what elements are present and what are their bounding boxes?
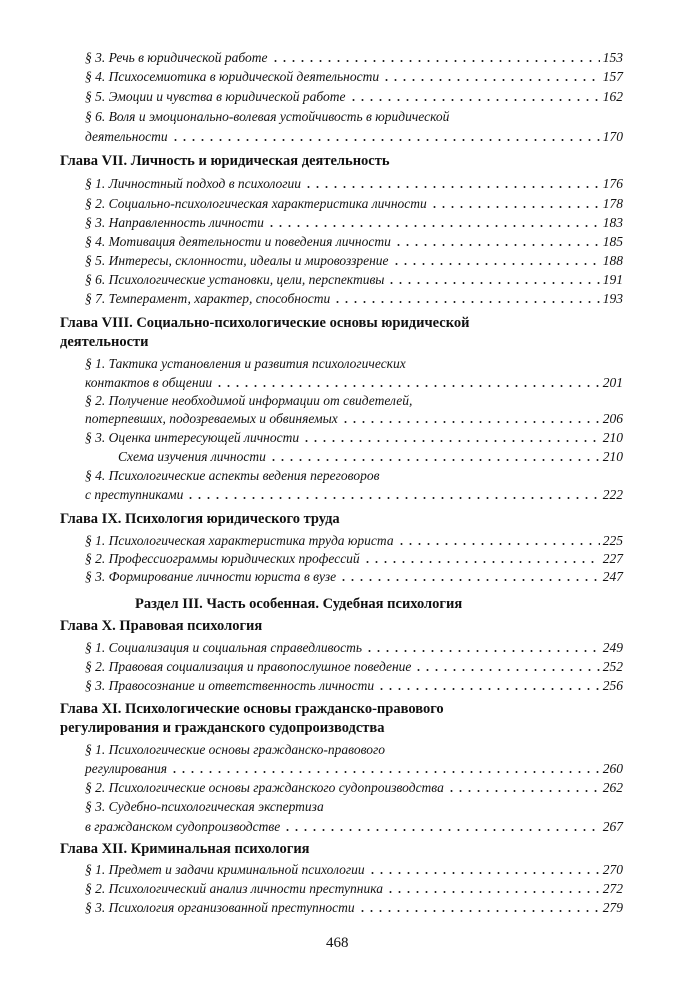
leader-dots [171, 138, 600, 142]
toc-entry-title: § 6. Психологические установки, цели, перспективы [85, 272, 385, 287]
toc-entry [0, 290, 623, 308]
toc-entry [0, 252, 623, 270]
toc-entry-title-line2: регулирования [85, 761, 168, 776]
toc-entry-title: § 4. Психосемиотика в юридической деятельности [85, 69, 380, 84]
toc-entry-title: § 1. Социализация и социальная справедливость [85, 640, 362, 655]
leader-dots [394, 243, 600, 247]
toc-entry-page: 222 [602, 487, 623, 502]
leader-dots [368, 871, 600, 875]
toc-entry [0, 88, 623, 106]
leader-dots [215, 384, 600, 388]
toc-entry-title-line2: с преступниками [85, 487, 184, 502]
leader-dots [349, 98, 600, 102]
section-heading: Раздел III. Часть особенная. Судебная психология [135, 596, 463, 612]
leader-dots [170, 770, 600, 774]
toc-entry [0, 818, 623, 836]
chapter-heading: Глава IX. Психология юридического труда [60, 511, 340, 527]
toc-entry-title: § 3. Направленность личности [85, 215, 264, 230]
leader-dots [377, 687, 600, 691]
toc-entry [0, 195, 623, 213]
toc-entry [0, 429, 623, 447]
toc-entry-title: § 7. Темперамент, характер, способности [85, 291, 331, 306]
leader-dots [339, 578, 600, 582]
toc-entry-title-line1: § 4. Психологические аспекты ведения переговоров [85, 468, 380, 483]
toc-entry-page: 272 [602, 881, 623, 896]
toc-entry [0, 410, 623, 428]
toc-entry [0, 677, 623, 695]
toc-entry-title: § 2. Правовая социализация и правопослушное поведение [85, 659, 412, 674]
toc-entry-page: 252 [602, 659, 623, 674]
leader-dots [414, 668, 599, 672]
chapter-heading-line2: деятельности [60, 334, 149, 350]
chapter-heading-line1: Глава VIII. Социально-психологические основы юридической [60, 315, 470, 331]
leader-dots [447, 789, 600, 793]
leader-dots [430, 205, 600, 209]
toc-entry-title: § 3. Психология организованной преступности [85, 900, 355, 915]
toc-entry-page: 225 [602, 533, 623, 548]
toc-entry-title: § 3. Оценка интересующей личности [85, 430, 300, 445]
leader-dots [283, 828, 600, 832]
toc-entry-page: 260 [602, 761, 623, 776]
toc-entry-title-line2: в гражданском судопроизводстве [85, 819, 281, 834]
toc-entry [0, 233, 623, 251]
toc-entry-page: 185 [602, 234, 623, 249]
toc-entry-page: 191 [602, 272, 623, 287]
toc-entry-page: 176 [602, 176, 623, 191]
leader-dots [386, 890, 600, 894]
toc-entry-title: § 2. Социально-психологическая характеристика личности [85, 196, 427, 211]
toc-entry-page: 183 [602, 215, 623, 230]
toc-entry [0, 448, 623, 466]
toc-entry [0, 639, 623, 657]
toc-entry-page: 247 [602, 569, 623, 584]
toc-entry [0, 271, 623, 289]
toc-entry-page: 256 [602, 678, 623, 693]
toc-entry-title: Схема изучения личности [118, 449, 266, 464]
toc-entry-page: 249 [602, 640, 623, 655]
leader-dots [341, 420, 600, 424]
toc-entry [0, 49, 623, 67]
leader-dots [267, 224, 600, 228]
toc-entry-title-line2: потерпевших, подозреваемых и обвиняемых [85, 411, 338, 426]
leader-dots [363, 560, 600, 564]
toc-entry-page: 170 [602, 129, 623, 144]
leader-dots [392, 262, 600, 266]
toc-entry-page: 162 [602, 89, 623, 104]
leader-dots [186, 496, 599, 500]
toc-entry-title: § 5. Эмоции и чувства в юридической работе [85, 89, 346, 104]
toc-entry-title: § 1. Психологическая характеристика труда юриста [85, 533, 394, 548]
toc-entry [0, 532, 623, 550]
toc-entry [0, 658, 623, 676]
chapter-heading: Глава VII. Личность и юридическая деятельность [60, 153, 390, 169]
toc-entry-title: § 5. Интересы, склонности, идеалы и мировоззрение [85, 253, 389, 268]
toc-entry-page: 210 [602, 430, 623, 445]
toc-entry-title: § 2. Психологический анализ личности преступника [85, 881, 383, 896]
toc-entry [0, 128, 623, 146]
chapter-heading-line2: регулирования и гражданского судопроизводства [60, 720, 385, 736]
page-number: 468 [326, 935, 349, 951]
leader-dots [382, 78, 600, 82]
toc-entry [0, 760, 623, 778]
chapter-heading: Глава X. Правовая психология [60, 618, 263, 634]
toc-entry-page: 210 [602, 449, 623, 464]
toc-entry-title: § 2. Психологические основы гражданского судопроизводства [85, 780, 444, 795]
toc-entry [0, 779, 623, 797]
leader-dots [397, 542, 600, 546]
leader-dots [302, 439, 600, 443]
toc-entry-title: § 1. Личностный подход в психологии [85, 176, 302, 191]
toc-entry-page: 201 [602, 375, 623, 390]
toc-entry-page: 267 [602, 819, 623, 834]
chapter-heading-line1: Глава XI. Психологические основы гражданско-правового [60, 701, 444, 717]
toc-entry [0, 214, 623, 232]
toc-entry-title: § 3. Речь в юридической работе [85, 50, 268, 65]
toc-entry [0, 880, 623, 898]
leader-dots [269, 458, 600, 462]
toc-entry-title: § 3. Правосознание и ответственность личности [85, 678, 375, 693]
toc-entry-page: 206 [602, 411, 623, 426]
chapter-heading: Глава XII. Криминальная психология [60, 841, 310, 857]
toc-entry-title-line1: § 6. Воля и эмоционально-волевая устойчивость в юридической [85, 109, 450, 124]
toc-entry [0, 899, 623, 917]
toc-entry-title-line1: § 3. Судебно-психологическая экспертиза [85, 799, 324, 814]
toc-entry-page: 270 [602, 862, 623, 877]
toc-entry-title-line2: контактов в общении [85, 375, 213, 390]
toc-entry [0, 486, 623, 504]
leader-dots [387, 281, 599, 285]
toc-entry-title: § 1. Предмет и задачи криминальной психологии [85, 862, 365, 877]
toc-entry-page: 188 [602, 253, 623, 268]
toc-entry-page: 262 [602, 780, 623, 795]
toc-entry-title: § 3. Формирование личности юриста в вузе [85, 569, 337, 584]
toc-entry [0, 550, 623, 568]
toc-entry-title-line2: деятельности [85, 129, 168, 144]
toc-entry-page: 157 [602, 69, 623, 84]
toc-entry-title-line1: § 1. Психологические основы гражданско-правового [85, 742, 386, 757]
toc-entry-page: 279 [602, 900, 623, 915]
toc-entry-title-line1: § 1. Тактика установления и развития психологических [85, 356, 406, 371]
leader-dots [333, 300, 600, 304]
toc-entry [0, 568, 623, 586]
toc-entry-page: 153 [602, 50, 623, 65]
toc-entry-page: 178 [602, 196, 623, 211]
toc-entry-page: 193 [602, 291, 623, 306]
toc-entry [0, 861, 623, 879]
leader-dots [358, 909, 600, 913]
leader-dots [304, 185, 600, 189]
leader-dots [271, 59, 600, 63]
toc-entry [0, 68, 623, 86]
toc-entry [0, 175, 623, 193]
toc-entry-page: 227 [602, 551, 623, 566]
toc-entry-title: § 2. Профессиограммы юридических профессий [85, 551, 360, 566]
toc-entry-title-line1: § 2. Получение необходимой информации от свидетелей, [85, 393, 413, 408]
toc-entry [0, 374, 623, 392]
leader-dots [365, 649, 600, 653]
toc-entry-title: § 4. Мотивация деятельности и поведения личности [85, 234, 391, 249]
